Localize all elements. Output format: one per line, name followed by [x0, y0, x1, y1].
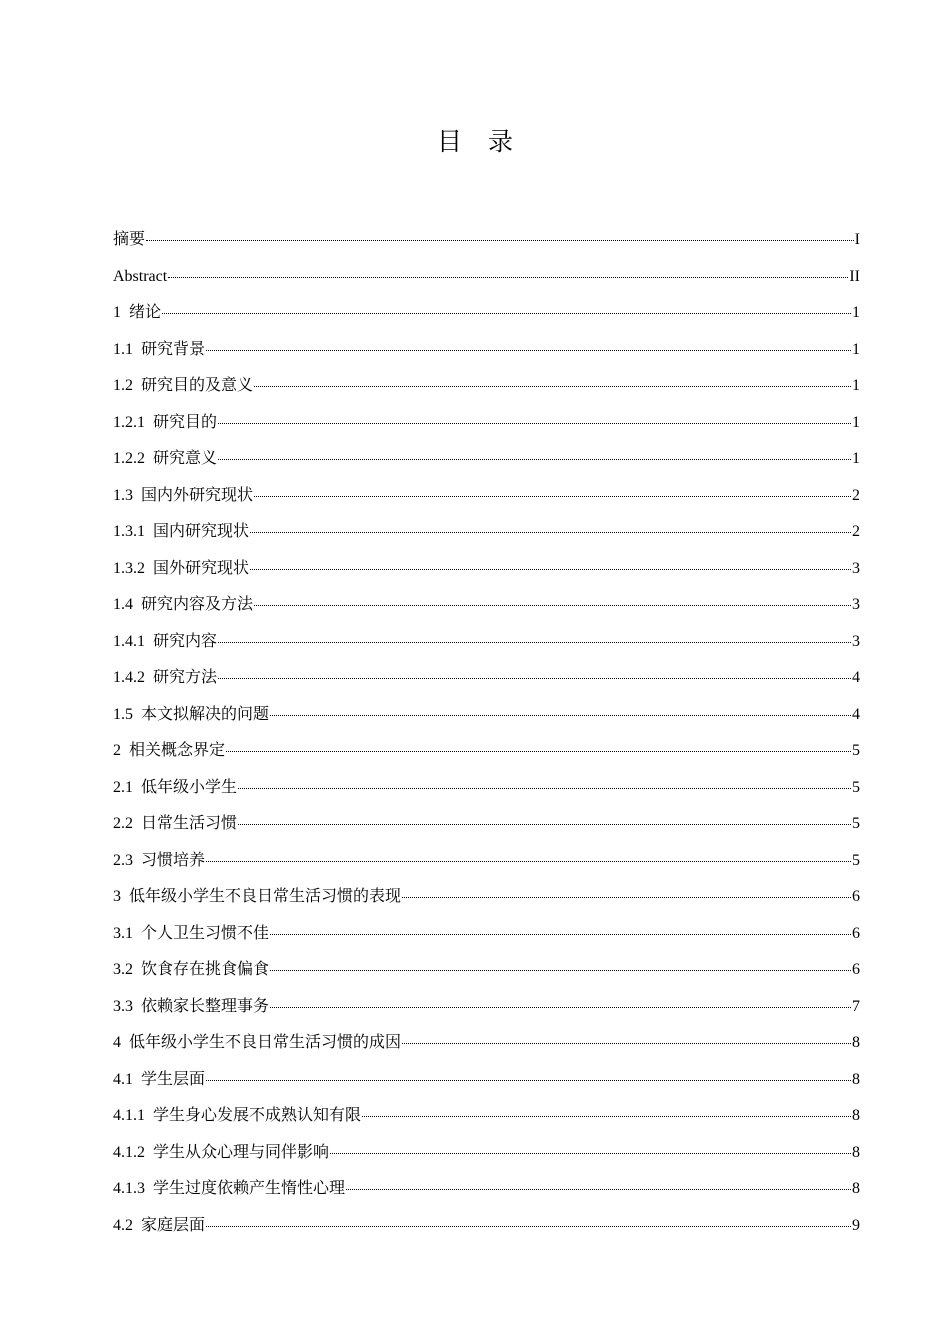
- toc-entry[interactable]: [113, 697, 860, 734]
- toc-entry-number: 1.2.1: [113, 413, 145, 431]
- toc-entry-text: 相关概念界定: [129, 742, 226, 759]
- toc-entry[interactable]: [113, 624, 860, 661]
- toc-entry-label: [113, 222, 145, 259]
- toc-entry-label: [113, 1098, 361, 1135]
- toc-entry-text: 国内研究现状: [153, 523, 250, 540]
- toc-entry-number: 1.4: [113, 596, 133, 613]
- toc-entry-page: 8: [852, 1070, 860, 1088]
- toc-entry-text: 研究内容: [153, 632, 218, 650]
- toc-entry-page: 4: [852, 669, 860, 686]
- toc-entry[interactable]: [113, 405, 860, 442]
- toc-entry-label: [113, 1135, 329, 1172]
- toc-entry-number: 1.4.1: [113, 632, 145, 650]
- toc-entry-page: 8: [852, 1143, 860, 1161]
- toc-entry-label: [113, 1208, 205, 1245]
- toc-entry-number: 1.3.2: [113, 559, 145, 577]
- toc-entry-label: [113, 441, 217, 478]
- toc-entry-number: 4: [113, 1034, 121, 1051]
- toc-entry[interactable]: [113, 332, 860, 369]
- toc-entry-number: 3.1: [113, 924, 133, 942]
- dot-leader: [254, 496, 851, 497]
- toc-entry-label: [113, 368, 253, 405]
- toc-entry-number: 1.3.1: [113, 523, 145, 540]
- dot-leader: [206, 1226, 851, 1227]
- toc-entry-number: 2.2: [113, 815, 133, 832]
- toc-entry-page: 4: [852, 705, 860, 723]
- toc-entry-text: 研究背景: [141, 340, 206, 358]
- toc-entry[interactable]: [113, 478, 860, 515]
- toc-entry[interactable]: [113, 514, 860, 551]
- dot-leader: [346, 1189, 851, 1190]
- toc-entry-label: [113, 259, 167, 296]
- toc-entry-label: [113, 1171, 345, 1208]
- toc-entry-number: 4.2: [113, 1216, 133, 1234]
- toc-entry-number: 1.4.2: [113, 669, 145, 686]
- dot-leader: [218, 459, 851, 460]
- toc-entry-page: 9: [852, 1216, 860, 1234]
- dot-leader: [250, 532, 851, 533]
- toc-entry-number: 3: [113, 888, 121, 905]
- toc-entry-label: [113, 1062, 205, 1099]
- toc-entry-text: 学生层面: [141, 1070, 206, 1088]
- toc-entry-label: [113, 843, 205, 880]
- dot-leader: [270, 715, 851, 716]
- toc-entry-page: 2: [852, 486, 860, 504]
- toc-entry[interactable]: [113, 733, 860, 770]
- dot-leader: [206, 1080, 851, 1081]
- toc-entry-text: 饮食存在挑食偏食: [141, 961, 270, 978]
- toc-entry-page: 1: [852, 340, 860, 358]
- toc-entry-number: 1.5: [113, 705, 133, 723]
- toc-entry-page: I: [854, 231, 860, 248]
- dot-leader: [362, 1116, 851, 1117]
- toc-entry-number: 1.2.2: [113, 450, 145, 467]
- toc-entry-text: 低年级小学生不良日常生活习惯的表现: [129, 888, 402, 905]
- toc-entry[interactable]: [113, 551, 860, 588]
- dot-leader: [250, 569, 851, 570]
- toc-entry-label: [113, 989, 269, 1026]
- toc-entry-label: [113, 514, 249, 551]
- toc-entry-text: 研究意义: [153, 450, 218, 467]
- toc-entry-text: 研究内容及方法: [141, 596, 254, 613]
- toc-entry-page: 2: [852, 523, 860, 540]
- toc-entry-label: [113, 806, 237, 843]
- toc-entry-text: 家庭层面: [141, 1216, 206, 1234]
- toc-entry-page: 8: [852, 1180, 860, 1197]
- toc-entry[interactable]: [113, 1025, 860, 1062]
- toc-entry-label: [113, 478, 253, 515]
- toc-entry-page: 1: [852, 304, 860, 321]
- toc-entry-page: 6: [852, 924, 860, 942]
- toc-entry-label: [113, 952, 269, 989]
- toc-entry-label: [113, 733, 225, 770]
- toc-entry-label: [113, 697, 269, 734]
- dot-leader: [254, 386, 851, 387]
- table-of-contents: [113, 222, 860, 1244]
- toc-entry[interactable]: [113, 660, 860, 697]
- toc-entry[interactable]: [113, 879, 860, 916]
- toc-entry-page: 7: [852, 997, 860, 1015]
- toc-entry-page: 3: [852, 596, 860, 613]
- toc-entry-text: 习惯培养: [141, 851, 206, 869]
- toc-entry[interactable]: [113, 295, 860, 332]
- dot-leader: [218, 642, 851, 643]
- toc-entry[interactable]: [113, 1062, 860, 1099]
- toc-entry-number: 1.3: [113, 486, 133, 504]
- toc-entry[interactable]: [113, 843, 860, 880]
- dot-leader: [218, 423, 851, 424]
- dot-leader: [402, 1043, 851, 1044]
- toc-entry[interactable]: [113, 952, 860, 989]
- toc-entry[interactable]: [113, 770, 860, 807]
- toc-entry[interactable]: [113, 441, 860, 478]
- toc-entry-page: 5: [852, 851, 860, 869]
- dot-leader: [238, 824, 851, 825]
- toc-entry-label: [113, 587, 253, 624]
- dot-leader: [254, 605, 851, 606]
- toc-entry-label: [113, 295, 161, 332]
- toc-entry-text: 国外研究现状: [153, 559, 250, 577]
- dot-leader: [162, 313, 851, 314]
- toc-entry-page: 8: [852, 1034, 860, 1051]
- toc-entry-text: 学生身心发展不成熟认知有限: [153, 1107, 362, 1124]
- dot-leader: [146, 240, 854, 241]
- toc-entry[interactable]: [113, 368, 860, 405]
- toc-entry-label: [113, 770, 237, 807]
- toc-entry-number: 2.1: [113, 778, 133, 796]
- dot-leader: [402, 897, 851, 898]
- toc-entry-label: [113, 332, 205, 369]
- toc-entry-page: 8: [852, 1107, 860, 1124]
- toc-entry-label: [113, 660, 217, 697]
- toc-entry-text: 低年级小学生: [141, 778, 238, 796]
- toc-entry[interactable]: [113, 806, 860, 843]
- toc-entry-label: [113, 916, 269, 953]
- toc-entry-label: [113, 1025, 401, 1062]
- toc-entry-text: 研究目的及意义: [141, 377, 254, 394]
- toc-entry-text: 日常生活习惯: [141, 815, 238, 832]
- toc-entry-text: 国内外研究现状: [141, 486, 254, 504]
- dot-leader: [206, 350, 851, 351]
- toc-entry-number: 4.1.2: [113, 1143, 145, 1161]
- toc-entry[interactable]: [113, 1135, 860, 1172]
- toc-entry-number: 1.2: [113, 377, 133, 394]
- toc-entry[interactable]: [113, 916, 860, 953]
- toc-entry-number: 2.3: [113, 851, 133, 869]
- toc-entry-text: 本文拟解决的问题: [141, 705, 270, 723]
- dot-leader: [270, 934, 851, 935]
- toc-entry-text: 研究方法: [153, 669, 218, 686]
- toc-entry-number: 4.1.3: [113, 1180, 145, 1197]
- toc-entry-number: 1: [113, 304, 121, 321]
- toc-entry-page: 1: [852, 450, 860, 467]
- toc-entry-text: 依赖家长整理事务: [141, 997, 270, 1015]
- toc-entry-label: [113, 551, 249, 588]
- toc-entry[interactable]: [113, 222, 860, 259]
- toc-entry-page: II: [849, 267, 860, 285]
- toc-entry-number: 1.1: [113, 340, 133, 358]
- toc-entry[interactable]: [113, 587, 860, 624]
- toc-entry-number: 4.1: [113, 1070, 133, 1088]
- toc-entry[interactable]: [113, 1171, 860, 1208]
- toc-entry-text: 研究目的: [153, 413, 218, 431]
- toc-entry-page: 1: [852, 413, 860, 431]
- toc-entry-text: 学生从众心理与同伴影响: [153, 1143, 330, 1161]
- toc-entry-text: 个人卫生习惯不佳: [141, 924, 270, 942]
- dot-leader: [238, 788, 851, 789]
- toc-entry[interactable]: [113, 259, 860, 296]
- dot-leader: [206, 861, 851, 862]
- toc-entry-text: Abstract: [113, 267, 168, 285]
- toc-entry-page: 5: [852, 815, 860, 832]
- toc-entry-text: 低年级小学生不良日常生活习惯的成因: [129, 1034, 402, 1051]
- page-title: 目录: [436, 127, 539, 156]
- toc-entry-label: [113, 879, 401, 916]
- toc-entry-page: 5: [852, 778, 860, 796]
- dot-leader: [330, 1153, 851, 1154]
- dot-leader: [218, 678, 851, 679]
- dot-leader: [168, 277, 848, 278]
- dot-leader: [270, 970, 851, 971]
- toc-entry-page: 6: [852, 888, 860, 905]
- dot-leader: [226, 751, 851, 752]
- toc-entry-number: 3.2: [113, 961, 133, 978]
- toc-entry-number: 2: [113, 742, 121, 759]
- toc-entry-text: 摘要: [113, 231, 146, 248]
- toc-entry[interactable]: [113, 989, 860, 1026]
- toc-entry-number: 4.1.1: [113, 1107, 145, 1124]
- toc-entry-label: [113, 624, 217, 661]
- toc-entry-text: 学生过度依赖产生惰性心理: [153, 1180, 346, 1197]
- toc-entry-page: 5: [852, 742, 860, 759]
- toc-entry-number: 3.3: [113, 997, 133, 1015]
- toc-entry-label: [113, 405, 217, 442]
- toc-entry-text: 绪论: [129, 304, 162, 321]
- toc-entry-page: 3: [852, 632, 860, 650]
- toc-entry[interactable]: [113, 1098, 860, 1135]
- toc-entry-page: 6: [852, 961, 860, 978]
- toc-entry-page: 3: [852, 559, 860, 577]
- dot-leader: [270, 1007, 851, 1008]
- toc-entry[interactable]: [113, 1208, 860, 1245]
- toc-entry-page: 1: [852, 377, 860, 394]
